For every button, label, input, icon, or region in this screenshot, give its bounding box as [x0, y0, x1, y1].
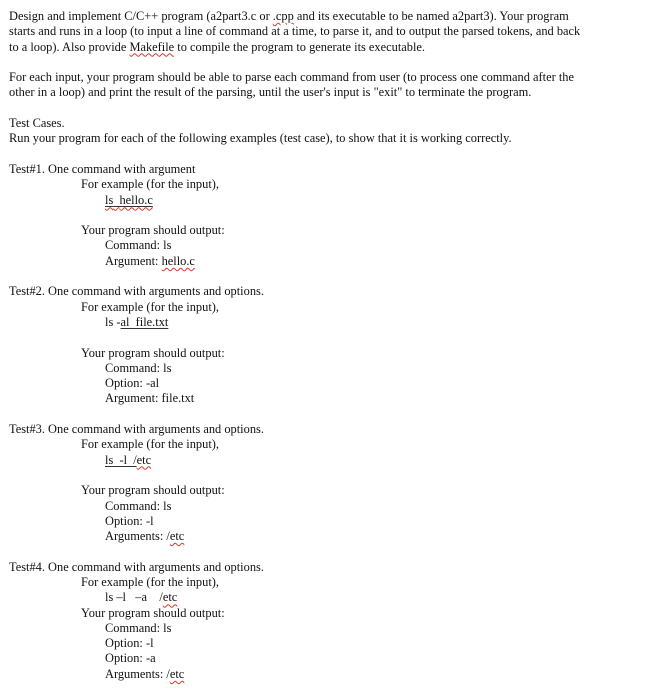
- test1-for-example: For example (for the input),: [81, 177, 219, 192]
- test2-title: Test#2. One command with arguments and options.: [9, 284, 264, 299]
- test2-input: ls -al file.txt: [105, 314, 169, 329]
- spell-flag-etc: etc: [169, 666, 185, 681]
- test3-input: [9, 453, 639, 468]
- test2-argument: Argument: file.txt: [105, 391, 195, 406]
- test1-should: Your program should output:: [81, 223, 225, 238]
- test4-option-2: Option: -a: [105, 651, 156, 666]
- intro-line-2: starts and runs in a loop (to input a line of command at a time, to parse it, and to output the parsed tokens, and back: [9, 24, 581, 39]
- test4-arguments: Arguments: /etc: [105, 666, 185, 681]
- document-page: [9, 9, 639, 682]
- test3-command: Command: ls: [105, 498, 172, 513]
- test1-input-cmd: ls: [105, 192, 114, 207]
- intro-line-1: [9, 9, 639, 24]
- intro-line-3: [9, 40, 639, 55]
- test2-option: Option: -al: [105, 376, 160, 391]
- para2-line-2: other in a loop) and print the result of the parsing, until the user's input is "exit" to terminate the program.: [9, 85, 532, 100]
- test4-command: Command: ls: [105, 620, 172, 635]
- test3-should: Your program should output:: [81, 483, 225, 498]
- intro-text: to compile the program to generate its executable.: [174, 39, 426, 54]
- test3-title: Test#3. One command with arguments and options.: [9, 422, 264, 437]
- test2-input-underlined: al file.txt: [120, 314, 169, 329]
- test4-should: Your program should output:: [81, 605, 225, 620]
- spell-flag-hello: hello.c: [161, 253, 195, 268]
- spell-flag-etc: etc: [162, 590, 178, 605]
- testcases-heading: Test Cases.: [9, 116, 65, 131]
- intro-text: Design and implement C/C++ program (a2part3.c or: [9, 9, 273, 23]
- intro-text: to a loop). Also provide: [9, 39, 130, 54]
- testcases-run: Run your program for each of the following examples (test case), to show that it is working correctly.: [9, 131, 512, 146]
- test2-should: Your program should output:: [81, 345, 225, 360]
- test1-input-arg: hello.c: [119, 192, 153, 207]
- para2-line-1: For each input, your program should be able to parse each command from user (to process one command after the: [9, 70, 574, 85]
- test2-for-example: For example (for the input),: [81, 299, 219, 314]
- test3-option: Option: -l: [105, 513, 154, 528]
- test4-option-1: Option: -l: [105, 636, 154, 651]
- test4-for-example: For example (for the input),: [81, 574, 219, 589]
- test4-title: Test#4. One command with arguments and options.: [9, 559, 264, 574]
- test2-command: Command: ls: [105, 360, 172, 375]
- test1-title: Test#1. One command with argument: [9, 161, 196, 176]
- test1-input: [9, 193, 639, 208]
- intro-text: and its executable to be named a2part3). Your program: [293, 9, 569, 23]
- spell-flag-etc: etc: [169, 529, 185, 544]
- test3-input-underlined: ls -l /: [105, 452, 137, 467]
- test3-arguments: Arguments: /etc: [105, 529, 185, 544]
- test1-command: Command: ls: [105, 238, 172, 253]
- test1-argument: Argument: hello.c: [105, 253, 195, 268]
- test4-input: ls –l –a /etc: [105, 590, 178, 605]
- test3-for-example: For example (for the input),: [81, 437, 219, 452]
- spell-flag-makefile: Makefile: [129, 39, 175, 54]
- spell-flag-etc: etc: [136, 452, 152, 467]
- spell-flag-cpp: .cpp: [272, 9, 294, 23]
